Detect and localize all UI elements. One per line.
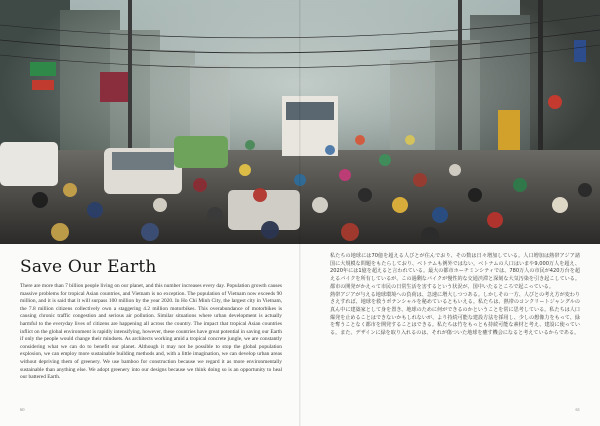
body-paragraph-english: There are more than 7 billion people living on our planet, and this number increases every day. Population growth causes massive problems for tropical Asian countries, and Vietnam is no exception. The population of Vietnam now exceeds 90 million, and it is said that it will surpass 100 million by the year 2020. In Ho Chi Minh City, the largest city in Vietnam, the 7.8 million citizens collectively own a staggering 4.2 million motorbikes. This overabundance of motorbikes is causing chronic traffic congestion and serious air pollution. Similar situations where urban development is actually harmful to the everyday lives of citizens are happening all across the country. The impact that tropical Asian countries inflict on the global environment is rapidly intensifying, however, these countries have great potential in saving our Earth if only the people would change their mindsets. As architects working amid a tropical concrete jungle, we are constantly considering what we can do to benefit our planet. Although it may not be possible to stop the global population explosion, we can employ more sustainable building methods and, with a little imagination, we can develop urban areas without depriving them of greenery. We use bamboo for construction because we regard it as more environmentally sustainable than anything else. We adopt greenery into our designs because we think doing so is an opportunity to heal our battered Earth. xyxy=(20,283,282,381)
body-paragraph-japanese-2: 熱帯アジアが与える地球環境への負荷は、急速に増大しつつある。しかしその一方、人びとの考え方が変わりさえすれば、地球を救うポテンシャルを秘めているともいえる。私たちは、熱帯のコンクリートジャングルの真ん中に建築家として身を置き、地球のために何ができるのかということを常に思考している。私たちは人口爆発を止めることはできないかもしれないが、より持続可能な建設方法を採用し、少しの想像力をもって、緑を奪うことなく都市を開発することはできる。私たちは竹をもっとも持続可能な素材と考え、建設に使っている。また、デザインに緑を取り入れるのは、それが傷ついた地球を癒す機会になると考えているからである。 xyxy=(330,291,580,337)
body-paragraph-japanese-1: 私たちの地球には70億を超える人びとが住んでおり、その数は日々増加している。人口増加は熱帯アジア諸国に大規模な問題をもたらしており、ベトナムも例外ではない。ベトナムの人口はいまや9,000万人を超え、2020年には1億を超えると言われている。最大の都市ホーチミンシティでは、780万人の市民が420万台を超えるバイクを所有しているが、この過剰なバイクが慢性的な交通渋滞と深刻な大気汚染を引き起こしている。都市の開発がかえって市民の日常生活を害するという状況が、国中いたるところで起こっている。 xyxy=(330,253,580,290)
body-text-japanese xyxy=(330,253,580,338)
body-text-english xyxy=(20,283,282,382)
article-title: Save Our Earth xyxy=(20,257,157,277)
page-number-right: 61 xyxy=(575,407,580,412)
page-gutter xyxy=(299,0,301,426)
page-number-left: 60 xyxy=(20,407,25,412)
